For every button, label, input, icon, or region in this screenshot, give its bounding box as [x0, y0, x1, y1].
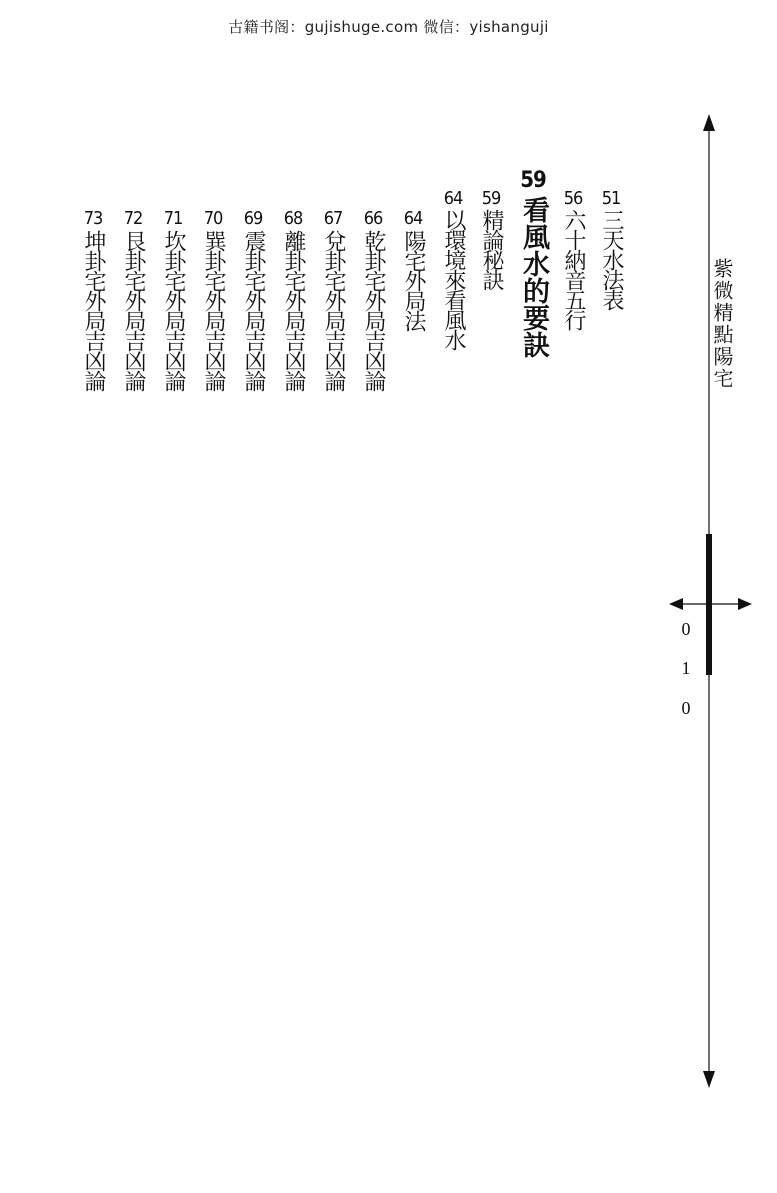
- arrow-down-icon: [703, 1071, 715, 1088]
- watermark-header: 古籍书阁：gujishuge.com 微信：yishanguji: [228, 18, 549, 36]
- toc-title: 陽宅外局法: [401, 230, 426, 330]
- toc-title: 坤卦宅外局吉凶論: [81, 230, 106, 390]
- toc-title: 看風水的要訣: [518, 196, 549, 358]
- toc-title: 乾卦宅外局吉凶論: [361, 230, 386, 390]
- toc-page-number: 59: [481, 188, 501, 209]
- toc-title: 三天水法表: [599, 209, 624, 309]
- toc-title: 精論秘訣: [479, 209, 504, 289]
- toc-page-number: 73: [83, 208, 103, 229]
- toc-title: 坎卦宅外局吉凶論: [161, 230, 186, 390]
- book-running-title: 紫微精點陽宅: [710, 258, 734, 390]
- toc-title: 震卦宅外局吉凶論: [241, 230, 266, 390]
- toc-title: 兌卦宅外局吉凶論: [321, 230, 346, 390]
- toc-page-number: 66: [363, 208, 383, 229]
- toc-page-number: 71: [163, 208, 183, 229]
- arrow-left-icon: [669, 598, 683, 610]
- toc-page-number: 69: [243, 208, 263, 229]
- toc-title: 巽卦宅外局吉凶論: [201, 230, 226, 390]
- toc-page-number: 67: [323, 208, 343, 229]
- toc-page-number: 64: [443, 188, 463, 209]
- toc-page-number: 64: [403, 208, 423, 229]
- page-number-digit: 0: [681, 698, 691, 718]
- toc-title: 以環境來看風水: [441, 209, 466, 349]
- page-number-digit: 1: [681, 658, 691, 678]
- toc-page-number: 70: [203, 208, 223, 229]
- page-number-digit: 0: [681, 619, 691, 639]
- toc-page-number: 72: [123, 208, 143, 229]
- arrow-right-icon: [738, 598, 752, 610]
- toc-page-number: 51: [601, 188, 621, 209]
- arrow-up-icon: [703, 114, 715, 131]
- toc-page-number: 68: [283, 208, 303, 229]
- toc-title: 離卦宅外局吉凶論: [281, 230, 306, 390]
- toc-title: 六十納音五行: [561, 209, 586, 329]
- toc-page-number: 59: [520, 168, 546, 193]
- toc-title: 艮卦宅外局吉凶論: [121, 230, 146, 390]
- toc-page-number: 56: [563, 188, 583, 209]
